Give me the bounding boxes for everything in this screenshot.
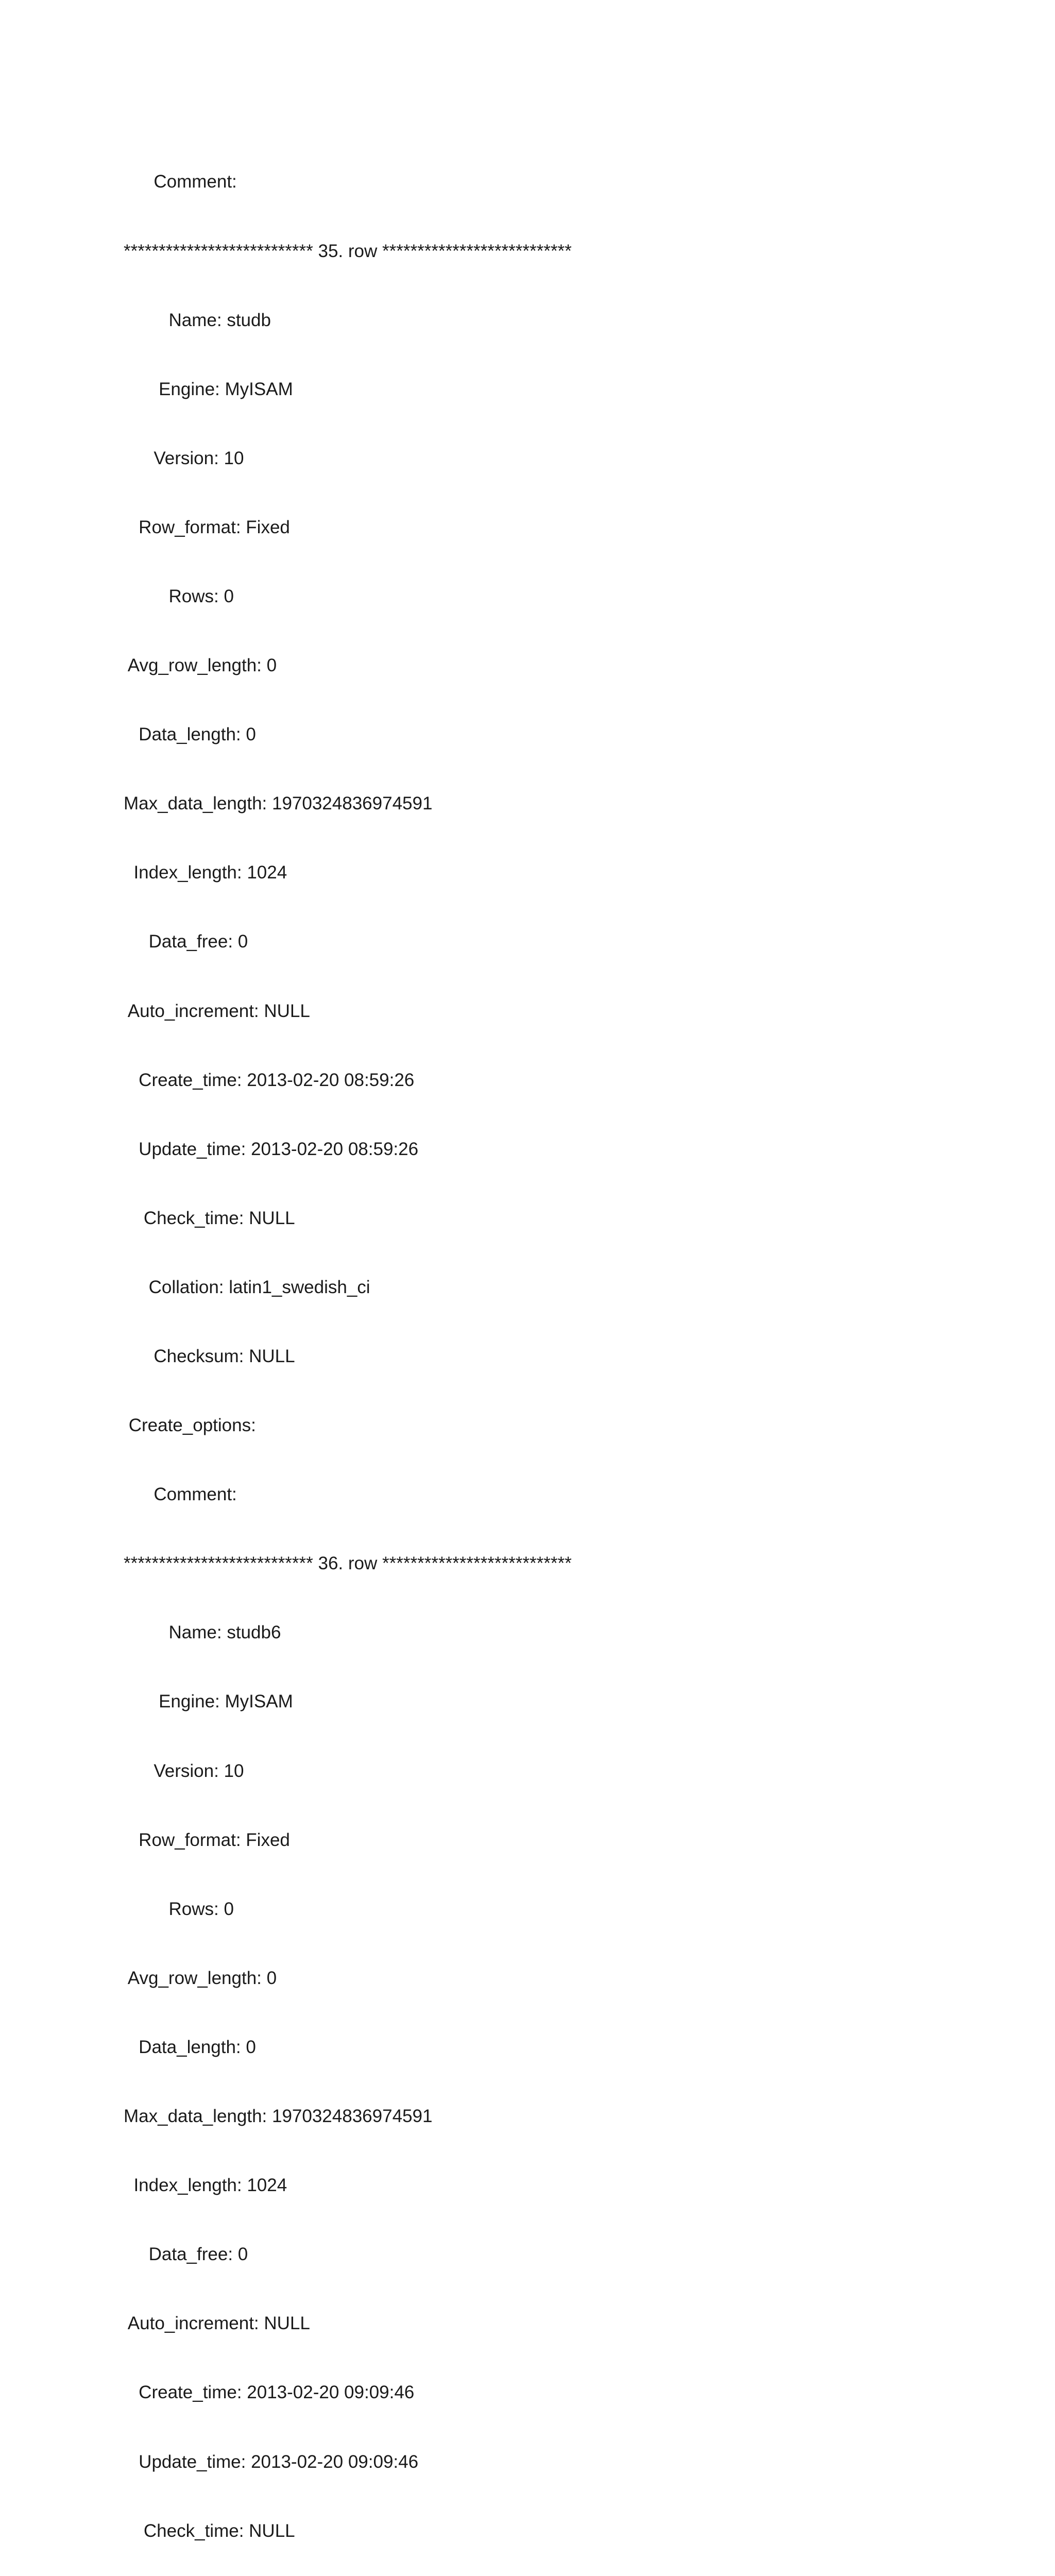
text-line: Version: 10 [124, 1760, 244, 1781]
text-line: Data_free: 0 [124, 931, 248, 952]
text-line: Data_length: 0 [124, 2037, 256, 2057]
text-line: Auto_increment: NULL [124, 1001, 310, 1021]
text-line: Avg_row_length: 0 [124, 1968, 277, 1988]
text-line: Avg_row_length: 0 [124, 655, 277, 676]
text-line: Update_time: 2013-02-20 09:09:46 [124, 2451, 419, 2472]
text-line: Max_data_length: 1970324836974591 [124, 793, 433, 814]
text-line: Engine: MyISAM [124, 379, 293, 399]
text-line: Data_free: 0 [124, 2244, 248, 2265]
text-line: Row_format: Fixed [124, 1829, 290, 1850]
mysql-output [124, 125, 572, 2576]
text-line: Index_length: 1024 [124, 2175, 287, 2196]
text-line: Checksum: NULL [124, 1346, 295, 1366]
row-separator: *************************** 35. row *************************** [124, 241, 572, 261]
text-line: Data_length: 0 [124, 724, 256, 745]
text-line: Auto_increment: NULL [124, 2313, 310, 2334]
text-line: Max_data_length: 1970324836974591 [124, 2106, 433, 2127]
text-line: Rows: 0 [124, 586, 234, 606]
text-line: Row_format: Fixed [124, 517, 290, 537]
text-line: Name: studb6 [124, 1622, 281, 1643]
text-line: Check_time: NULL [124, 2520, 295, 2541]
text-line: Comment: [124, 1484, 237, 1505]
text-line: Check_time: NULL [124, 1208, 295, 1228]
text-line: Rows: 0 [124, 1899, 234, 1919]
text-line: Comment: [124, 172, 237, 192]
text-line: Index_length: 1024 [124, 862, 287, 883]
text-line: Collation: latin1_swedish_ci [124, 1277, 370, 1297]
text-line: Version: 10 [124, 448, 244, 468]
text-line: Create_options: [124, 1415, 256, 1436]
text-line: Name: studb [124, 310, 271, 330]
text-line: Engine: MyISAM [124, 1691, 293, 1712]
row-separator: *************************** 36. row *************************** [124, 1553, 572, 1574]
text-line: Create_time: 2013-02-20 08:59:26 [124, 1070, 415, 1090]
text-line: Update_time: 2013-02-20 08:59:26 [124, 1139, 419, 1159]
text-line: Create_time: 2013-02-20 09:09:46 [124, 2382, 415, 2403]
